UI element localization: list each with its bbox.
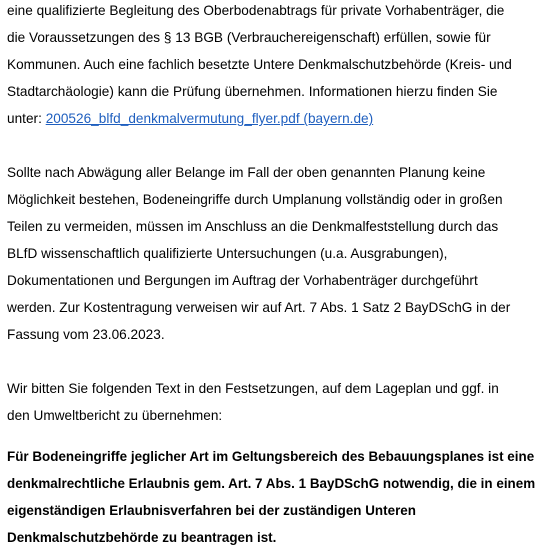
text-line: Teilen zu vermeiden, müssen im Anschluss an die Denkmalfeststellung durch das — [7, 219, 499, 234]
text-line: Stadtarchäologie) kann die Prüfung übernehmen. Informationen hierzu finden Sie — [7, 84, 498, 99]
flyer-pdf-link[interactable]: 200526_blfd_denkmalvermutung_flyer.pdf (bayern.de) — [45, 111, 374, 126]
text-line: Sollte nach Abwägung aller Belange im Fall der oben genannten Planung keine — [7, 165, 486, 180]
text-line: den Umweltbericht zu übernehmen: — [7, 408, 223, 423]
text-line: werden. Zur Kostentragung verweisen wir auf Art. 7 Abs. 1 Satz 2 BayDSchG in der — [7, 300, 511, 315]
text-line-with-link — [7, 110, 373, 128]
text-line: BLfD wissenschaftlich qualifizierte Untersuchungen (u.a. Ausgrabungen), — [7, 246, 448, 261]
bold-text-line: eigenständigen Erlaubnisverfahren bei der zuständigen Unteren — [7, 503, 416, 518]
text-line: Kommunen. Auch eine fachlich besetzte Untere Denkmalschutzbehörde (Kreis- und — [7, 57, 512, 72]
text-line: Möglichkeit bestehen, Bodeneingriffe durch Umplanung vollständig oder in großen — [7, 192, 503, 207]
text-line: eine qualifizierte Begleitung des Oberbodenabtrags für private Vorhabenträger, die — [7, 3, 505, 18]
text-line: Fassung vom 23.06.2023. — [7, 327, 165, 342]
bold-text-line: Für Bodeneingriffe jeglicher Art im Geltungsbereich des Bebauungsplanes ist eine — [7, 449, 535, 464]
bold-text-line: Denkmalschutzbehörde zu beantragen ist. — [7, 530, 277, 545]
text-line: die Voraussetzungen des § 13 BGB (Verbrauchereigenschaft) erfüllen, sowie für — [7, 30, 491, 45]
text-line: Wir bitten Sie folgenden Text in den Festsetzungen, auf dem Lageplan und ggf. in — [7, 381, 499, 396]
text-line: Dokumentationen und Bergungen im Auftrag der Vorhabenträger durchgeführt — [7, 273, 478, 288]
link-prefix: unter: — [7, 111, 46, 126]
bold-text-line: denkmalrechtliche Erlaubnis gem. Art. 7 Abs. 1 BayDSchG notwendig, die in einem — [7, 476, 536, 491]
